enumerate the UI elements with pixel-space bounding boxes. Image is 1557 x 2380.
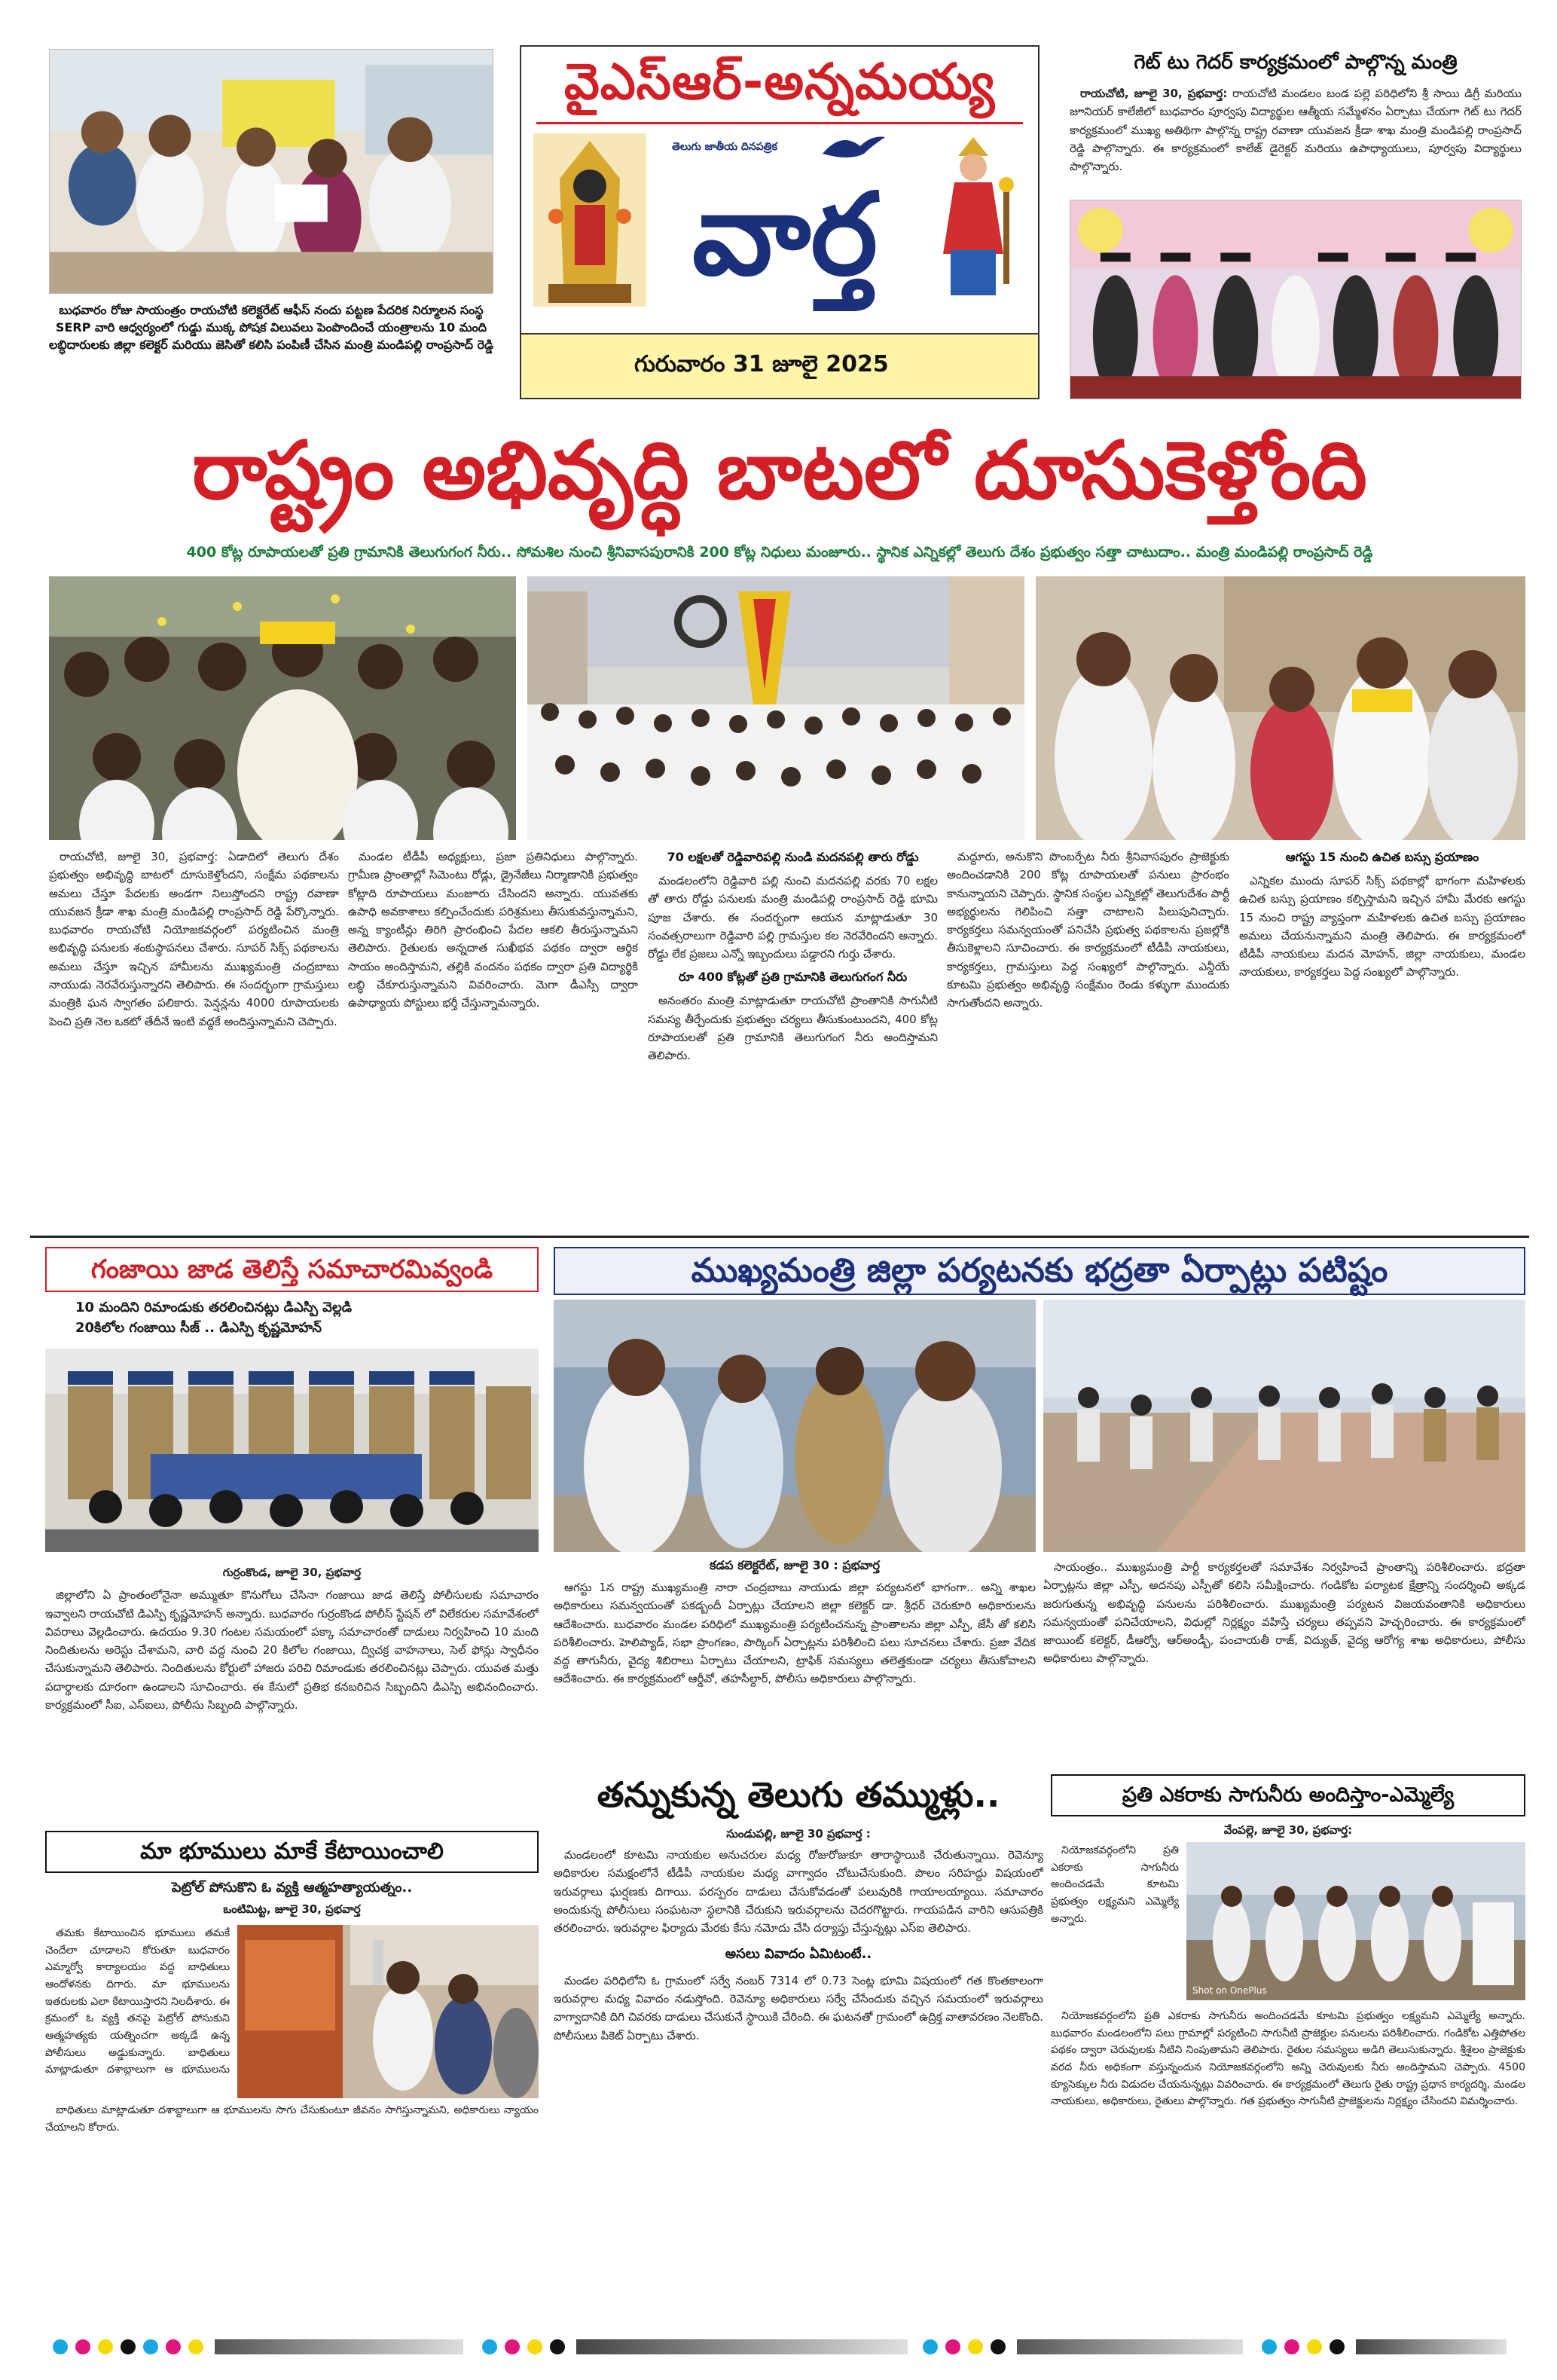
alumni-meet-photo [1070, 200, 1522, 399]
cm-visit-col-1 [554, 1578, 1036, 1759]
alumni-meet-headline: గెట్ టు గెదర్ కార్యక్రమంలో పాల్గొన్న మంత్రి [1134, 51, 1458, 74]
ganja-headline: గంజాయి జాడ తెలిస్తే సమాచారమివ్వండి [45, 1247, 539, 1292]
lead-col-5-text: ఎన్నికల ముందు సూపర్ సిక్స్ పథకాల్లో భాగంగా మహిళలకు ఉచిత బస్సు ప్రయాణం కల్పిస్తామని ఇచ్చిన హామీ మేరకు ఆగస్టు 15 నుంచి రాష్ట్ర వ్యాప్తంగా మహిళలకు ఉచిత బస్సు ప్రయాణం అమలు చేయనున్నామని మంత్రి తెలిపారు. ఈ కార్యక్రమంలో టీడీపీ నాయకులు మదన మోహన్, జిల్లా నాయకులు, మండల నాయకులు, కార్యకర్తలు పెద్ద సంఖ్యలో పాల్గొన్నారు. [1239, 873, 1525, 979]
lead-col-3b-text: అనంతరం మంత్రి మాట్లాడుతూ రాయచోటి ప్రాంతానికి సాగునీటి సమస్య తీర్చేందుకు ప్రభుత్వం చర్యలు తీసుకుంటుందని, 400 కోట్ల రూపాయలతో ప్రతి గ్రామానికి తెలుగుగంగ నీరు అందిస్తామని తెలిపారు. [648, 994, 938, 1063]
lead-col-3-subhead: 70 లక్షలతో రెడ్డివారిపల్లి నుండి మదనపల్లి తారు రోడ్డు [667, 850, 919, 864]
cm-visit-photo-site [1043, 1300, 1525, 1552]
tagline: తెలుగు జాతీయ దినపత్రిక [672, 141, 777, 153]
water-body-left: నియోజకవర్గంలోని ప్రతి ఎకరాకు సాగునీరు అందించడమే కూటమి ప్రభుత్వం లక్ష్యమని ఎమ్మెల్యే అన్నారు. [1051, 1844, 1179, 1925]
lead-col-1 [49, 848, 339, 1228]
issue-date: గురువారం 31 జూలై 2025 [634, 351, 889, 377]
lead-col-5-subhead: ఆగస్టు 15 నుంచి ఉచిత బస్సు ప్రయాణం [1285, 850, 1479, 864]
water-project-photo [1186, 1842, 1525, 2000]
ganja-text: జిల్లాలోని ఏ ప్రాంతంలోనైనా అమ్ముతూ కొనుగోలు చేసినా గంజాయి జాడ తెలిస్తే పోలీసులకు సమాచారం ఇవ్వాలని రాయచోటి డిఎస్పి కృష్ణమోహన్ అన్నారు. బుధవారం గుర్రంకొండ పోలీస్ స్టేషన్ లో విలేకరుల సమావేశంలో వివరాలు వెల్లడించారు. ఉదయం 9.30 గంటల సమయంలో పక్కా సమాచారంతో దాడులు నిర్వహించి 10 మంది నిందితులను అరెస్టు చేశామని, వారి వద్ద నుంచి 20 కిలోల గంజాయి, ద్విచక్ర వాహనాలు, సెల్ ఫోన్లు స్వాధీనం చేసుకున్నామని తెలిపారు. నిందితులను కోర్టులో హాజరు పరిచి రిమాండుకు తరలించినట్లు చెప్పారు. యువత మత్తు పదార్థాలకు దూరంగా ఉండాలని సూచించారు. ఈ కేసులో ప్రతిభ కనబరిచిన సిబ్బందిని డిఎస్పి అభినందించారు. కార్యక్రమంలో సీఐ, ఎస్ఐలు, పోలీసు సిబ్బంది పాల్గొన్నారు. [45, 1588, 539, 1712]
bird-logo-icon [819, 131, 887, 161]
water-headline: ప్రతి ఎకరాకు సాగునీరు అందిస్తాం-ఎమ్మెల్యే [1051, 1774, 1525, 1816]
lead-col-1-text: రాయచోటి, జూలై 30, ప్రభవార్త: ఏడాదిలో తెలుగు దేశం ప్రభుత్వం అభివృద్ధి బాటలో దూసుకెళ్తోందని, సంక్షేమ పథకాలను అమలు చేస్తూ పేదలకు అండగా నిలుస్తోందని రాష్ట్ర రవాణా యువజన క్రీడా శాఖ మంత్రి మండిపల్లి రాంప్రసాద్ రెడ్డి పేర్కొన్నారు. బుధవారం రాయచోటి నియోజకవర్గంలో పర్యటించిన మంత్రి అభివృద్ధి పనులకు శంకుస్థాపనలు చేశారు. సూపర్ సిక్స్ పథకాలను అమలు చేస్తూ ఇచ్చిన హామీలను ముఖ్యమంత్రి చంద్రబాబు నాయుడు నెరవేరుస్తున్నారని తెలిపారు. ఈ సందర్భంగా గ్రామస్తులు మంత్రికి ఘన స్వాగతం పలికారు. పెన్షన్లను 4000 రూపాయలకు పెంచి ప్రతి నెల ఒకటో తేదీనే ఇంటి వద్దకే అందిస్తున్నామని చెప్పారు. [49, 850, 339, 1028]
water-body [1051, 2008, 1525, 2207]
alumni-meet-text: రాయచోటి మండలం బండ పల్లె పరిధిలోని శ్రీ సాయి డిగ్రీ మరియు జూనియర్ కాలేజీలో బుధవారం పూర్వపు విద్యార్థుల ఆత్మీయ సమ్మేళనం ఏర్పాటు చేయగా గెట్ టు గెదర్ కార్యక్రమంలో ముఖ్య అతిథిగా పాల్గొన్న రాష్ట్ర రవాణా యువజన క్రీడా శాఖ మంత్రి మండిపల్లి రాంప్రసాద్ రెడ్డి పాల్గొన్నారు. ఈ కార్యక్రమంలో కాలేజ్ డైరెక్టర్ మరియు ఉపాధ్యాయులు, పూర్వపు విద్యార్థులు పాల్గొన్నారు. [1070, 87, 1522, 174]
cm-visit-col-2 [1043, 1558, 1525, 1759]
lead-col-4-text: మద్దూరు, అనుకొని పొంబర్పేట నీరు శ్రీనివాసపురం ప్రాజెక్టుకు అందించడానికి 200 కోట్ల రూపాయలతో పనులు ప్రారంభం కానున్నాయని చెప్పారు. స్థానిక సంస్థల ఎన్నికల్లో తెలుగుదేశం పార్టీ అభ్యర్థులను గెలిపించి సత్తా చాటాలని పిలుపునిచ్చారు. కార్యకర్తలు సమన్వయంతో పనిచేసి ప్రభుత్వ పథకాలను ప్రజల్లోకి తీసుకెళ్లాలని సూచించారు. ఈ కార్యక్రమంలో టీడీపీ నాయకులు, కార్యకర్తలు, గ్రామస్తులు పెద్ద సంఖ్యలో పాల్గొన్నారు. ఎన్డీయే కూటమి ప్రభుత్వం అభివృద్ధి సంక్షేమం రెండు కళ్ళుగా ముందుకు సాగుతోందని అన్నారు. [947, 850, 1229, 1010]
land-body-bottom: బాధితులు మాట్లాడుతూ దశాబ్దాలుగా ఆ భూములను సాగు చేసుకుంటూ జీవనం సాగిస్తున్నామని, అధికారులు న్యాయం చేయాలని కోరారు. [45, 2104, 539, 2134]
land-protest-photo [237, 1925, 539, 2098]
ganja-arrest-photo [45, 1349, 539, 1552]
ration-distribution-photo [49, 49, 493, 294]
land-dateline: ఒంటిమిట్ట, జూలై 30, ప్రభవార్త [223, 1902, 361, 1916]
alumni-meet-body [1070, 84, 1522, 197]
lead-photo-felicitation [1036, 576, 1525, 840]
ganja-subline-1: 10 మందిని రిమాండుకు తరలించినట్లు డిఎస్పి వెల్లడి [75, 1300, 353, 1315]
cm-visit-photo-meeting [554, 1300, 1036, 1552]
paper-name: వార్త [691, 170, 878, 301]
water-dateline: వేంపల్లె, జూలై 30, ప్రభవార్త: [1223, 1823, 1353, 1837]
date-box [521, 333, 1038, 398]
cm-visit-headline: ముఖ్యమంత్రి జిల్లా పర్యటనకు భద్రతా ఏర్పాట్లు పటిష్టం [554, 1247, 1525, 1295]
cm-visit-dateline: కడప కలెక్టరేట్, జూలై 30 : ప్రభవార్త [709, 1558, 881, 1572]
tdp-text-2: మండల పరిధిలోని ఓ గ్రామంలో సర్వే నంబర్ 7314 లో 0.73 సెంట్ల భూమి విషయంలో గత కొంతకాలంగా ఇరువర్గాల మధ్య వివాదం నడుస్తోంది. రెవెన్యూ అధికారులు సర్వే చేసేందుకు వచ్చిన సమయంలో ఇరువర్గాలు వాగ్వాదానికి దిగి చివరకు దాడులు చేసుకునే స్థాయికి చేరింది. ఈ ఘటనతో గ్రామంలో ఉద్రిక్త వాతావరణం నెలకొంది. పోలీసులు పికెట్ ఏర్పాటు చేశారు. [554, 1973, 1043, 2042]
edition-underline [536, 122, 1023, 124]
alumni-meet-dateline: రాయచోటి, జూలై 30, ప్రభవార్త: [1080, 87, 1228, 100]
edition-title: వైఎస్ఆర్-అన్నమయ్య [563, 53, 996, 111]
cm-visit-col-1-text: ఆగస్టు 1న రాష్ట్ర ముఖ్యమంత్రి నారా చంద్రబాబు నాయుడు జిల్లా పర్యటనలో భాగంగా.. అన్ని శాఖల అధికారులు సమన్వయంతో పకడ్బందీ ఏర్పాట్లు చేయాలని జిల్లా కలెక్టర్ డా. శ్రీధర్ చెరుకూరి అధికారులను ఆదేశించారు. బుధవారం మండల పరిధిలో ముఖ్యమంత్రి పర్యటించనున్న ప్రాంతాలను జిల్లా ఎస్పీ, జేసీ తో కలిసి పరిశీలించారు. హెలిప్యాడ్, సభా ప్రాంగణం, పార్కింగ్ ఏర్పాట్లను పరిశీలించి పలు సూచనలు చేశారు. ప్రజా వేదిక వద్ద తాగునీరు, వైద్య శిబిరాలు ఏర్పాటు చేయాలని, ట్రాఫిక్ సమస్యలు తలెత్తకుండా చర్యలు తీసుకోవాలని ఆదేశించారు. ఈ కార్యక్రమంలో ఆర్డీవో, తహసీల్దార్, పోలీసు అధికారులు పాల్గొన్నారు. [554, 1581, 1036, 1686]
section-divider [30, 1236, 1529, 1238]
land-subline: పెట్రోల్ పోసుకొని ఓ వ్యక్తి ఆత్మహత్యాయత్నం.. [171, 1880, 413, 1896]
photo-credit-text: Shot on OnePlus [1192, 1985, 1267, 1996]
ganja-body [45, 1563, 539, 1823]
lead-col-5 [1239, 848, 1525, 1228]
ration-distribution-caption: బుధవారం రోజు సాయంత్రం రాయచోటి కలెక్టరేట్ ఆఫీస్ నందు పట్టణ పేదరిక నిర్మూలన సంస్థ SERP వారి ఆధ్వర్యంలో గుడ్డు ముక్క పోషక విలువలు పెంపొందించే యంత్రాలను 10 మంది లబ్ధిదారులకు జిల్లా కలెక్టర్ మరియు జెసితో కలిసి పంపిణీ చేసిన మంత్రి మండిపల్లి రాంప్రసాద్ రెడ్డి [49, 303, 493, 353]
lead-col-3-subhead-2: రూ 400 కోట్లతో ప్రతి గ్రామానికి తెలుగుగంగ నీరు [678, 970, 908, 985]
registration-strip [0, 2336, 1557, 2358]
ganja-subline-2: 20కిలోల గంజాయి సీజ్ .. డిఎస్పి కృష్ణమోహన్ [75, 1320, 322, 1336]
lead-col-4 [947, 848, 1229, 1228]
tdp-dateline: సుండుపల్లి, జూలై 30 ప్రభవార్త : [726, 1827, 871, 1841]
water-text: నియోజకవర్గంలోని ప్రతి ఎకరాకు సాగునీరు అందించడమే కూటమి ప్రభుత్వం లక్ష్యమని ఎమ్మెల్యే అన్నారు. బుధవారం మండలంలోని పలు గ్రామాల్లో పర్యటించి సాగునీటి ప్రాజెక్టుల పనులను పరిశీలించారు. గండికోట ఎత్తిపోతల పథకం ద్వారా చెరువులకు నీటిని నింపుతామని తెలిపారు. రైతుల సమస్యలు అడిగి తెలుసుకున్నారు. శ్రీశైలం ప్రాజెక్టుకు వరద నీరు అధికంగా వస్తున్నందున నియోజకవర్గంలోని అన్ని చెరువులకు నీరు అందిస్తామని చెప్పారు. 4500 క్యూసెక్కుల నీరు విడుదల చేయనున్నట్లు వివరించారు. ఈ కార్యక్రమంలో తెలుగు రైతు రాష్ట్ర ప్రధాన కార్యదర్శి, మండల నాయకులు, అధికారులు, రైతులు పాల్గొన్నారు. గత ప్రభుత్వం సాగునీటి ప్రాజెక్టులను నిర్లక్ష్యం చేసిందని విమర్శించారు. [1051, 2010, 1525, 2108]
lead-headline: రాష్ట్రం అభివృద్ధి బాటలో దూసుకెళ్తోంది [192, 424, 1367, 517]
lead-subline: 400 కోట్ల రూపాయలతో ప్రతి గ్రామానికి తెలుగుగంగ నీరు.. సోమశిల నుంచి శ్రీనివాసపురానికి 200 కోట్ల నిధులు మంజూరు.. స్థానిక ఎన్నికల్లో తెలుగు దేశం ప్రభుత్వం సత్తా చాటుదాం.. మంత్రి మండిపల్లి రాంప్రసాద్ రెడ్డి [186, 544, 1373, 561]
tdp-body [554, 1846, 1043, 2207]
deity-left-illustration [533, 133, 646, 307]
deity-right-illustration [913, 126, 1033, 307]
tdp-headline: తన్నుకున్న తెలుగు తమ్ముళ్లు.. [597, 1774, 1000, 1815]
lead-col-2 [348, 848, 638, 1228]
tdp-subhead: అసలు వివాదం ఏమిటంటే.. [725, 1946, 872, 1963]
masthead [520, 45, 1040, 399]
lead-col-2-text: మండల టీడీపీ అధ్యక్షులు, ప్రజా ప్రతినిధులు పాల్గొన్నారు. గ్రామీణ ప్రాంతాల్లో సిమెంటు రోడ్లు, డ్రైనేజీలు నిర్మాణానికి ప్రభుత్వం కోట్లాది రూపాయలు మంజూరు చేసిందని అన్నారు. యువతకు ఉపాధి అవకాశాలు కల్పించేందుకు పరిశ్రమలు తీసుకువస్తున్నామని, అన్న క్యాంటీన్లు తిరిగి ప్రారంభించి పేదల ఆకలి తీరుస్తున్నామని తెలిపారు. రైతులకు అన్నదాత సుఖీభవ పథకం ద్వారా ఆర్థిక సాయం అందిస్తామని, తల్లికి వందనం పథకం ద్వారా ప్రతి విద్యార్థికి లబ్ధి చేకూరుస్తున్నామని వివరించారు. మెగా డీఎస్సీ ద్వారా ఉపాధ్యాయ పోస్టులు భర్తీ చేస్తున్నామన్నారు. [348, 850, 638, 1010]
tdp-text: మండలంలో కూటమి నాయకుల అనుచరుల మధ్య రోజురోజుకూ తారాస్థాయికి చేరుతున్నాయి. రెవెన్యూ అధికారుల సమక్షంలోనే టీడీపీ నాయకుల మధ్య వాగ్వాదం చోటుచేసుకుంది. పొలం సరిహద్దు విషయంలో ఇరువర్గాలు ఘర్షణకు దిగాయి. పరస్పరం దాడులు చేసుకోవడంతో పలువురికి గాయాలయ్యాయి. సమాచారం అందుకున్న పోలీసులు సంఘటనా స్థలానికి చేరుకుని ఇరువర్గాలను చెదరగొట్టారు. గాయపడిన వారిని ఆసుపత్రికి తరలించారు. ఇరువర్గాల ఫిర్యాదు మేరకు కేసు నమోదు చేసి దర్యాప్తు చేస్తున్నట్లు ఎస్ఐ తెలిపారు. [554, 1848, 1043, 1935]
cm-visit-col-2-text: సాయంత్రం.. ముఖ్యమంత్రి పార్టీ కార్యకర్తలతో సమావేశం నిర్వహించే ప్రాంతాన్ని పరిశీలించారు. భద్రతా ఏర్పాట్లను జిల్లా ఎస్పీ, అదనపు ఎస్పీతో కలిసి సమీక్షించారు. గండికోట పర్యాటక క్షేత్రాన్ని సందర్శించి అక్కడ జరుగుతున్న అభివృద్ధి పనులను పరిశీలించారు. ముఖ్యమంత్రి పర్యటన విజయవంతానికి అధికారులు సమన్వయంతో పనిచేయాలని, విధుల్లో నిర్లక్ష్యం వహిస్తే చర్యలు తప్పవని హెచ్చరించారు. ఈ కార్యక్రమంలో జాయింట్ కలెక్టర్, డీఆర్వో, ఆర్అండ్బీ, పంచాయతీ రాజ్, విద్యుత్, వైద్య ఆరోగ్య శాఖ అధికారులు, పోలీసు అధికారులు పాల్గొన్నారు. [1043, 1560, 1525, 1666]
lead-photo-crowd-greeting [49, 576, 516, 840]
land-text: తమకు కేటాయించిన భూములు తమకే చెందేలా చూడాలని కోరుతూ బుధవారం ఎమ్మార్వో కార్యాలయం వద్ద బాధితులు ఆందోళనకు దిగారు. మా భూములను ఇతరులకు ఎలా కేటాయిస్తారని నిలదీశారు. ఈ క్రమంలో ఓ వ్యక్తి తనపై పెట్రోల్ పోసుకుని ఆత్మహత్యకు యత్నించగా అక్కడే ఉన్న పోలీసులు అడ్డుకున్నారు. బాధితులు మాట్లాడుతూ దశాబ్దాలుగా ఆ భూములను [45, 1927, 230, 2076]
land-headline: మా భూములు మాకే కేటాయించాలి [45, 1831, 539, 1873]
lead-photo-procession [527, 576, 1024, 840]
ganja-dateline: గుర్రంకొండ, జూలై 30, ప్రభవార్త [222, 1566, 362, 1579]
lead-col-3-text: మండలంలోని రెడ్డివారి పల్లి నుంచి మదనపల్లి వరకు 70 లక్షల తో తారు రోడ్డు పనులకు మంత్రి మండిపల్లి రాంప్రసాద్ రెడ్డి భూమి పూజ చేశారు. ఈ సందర్భంగా ఆయన మాట్లాడుతూ 30 సంవత్సరాలుగా రెడ్డివారి పల్లి గ్రామస్తుల కల నెరవేరిందని అన్నారు. రోడ్డు లేక ప్రజలు ఎన్నో ఇబ్బందులు పడ్డారని గుర్తు చేశారు. [648, 873, 938, 961]
lead-col-3 [648, 848, 938, 1228]
land-body-left [45, 1925, 230, 2076]
